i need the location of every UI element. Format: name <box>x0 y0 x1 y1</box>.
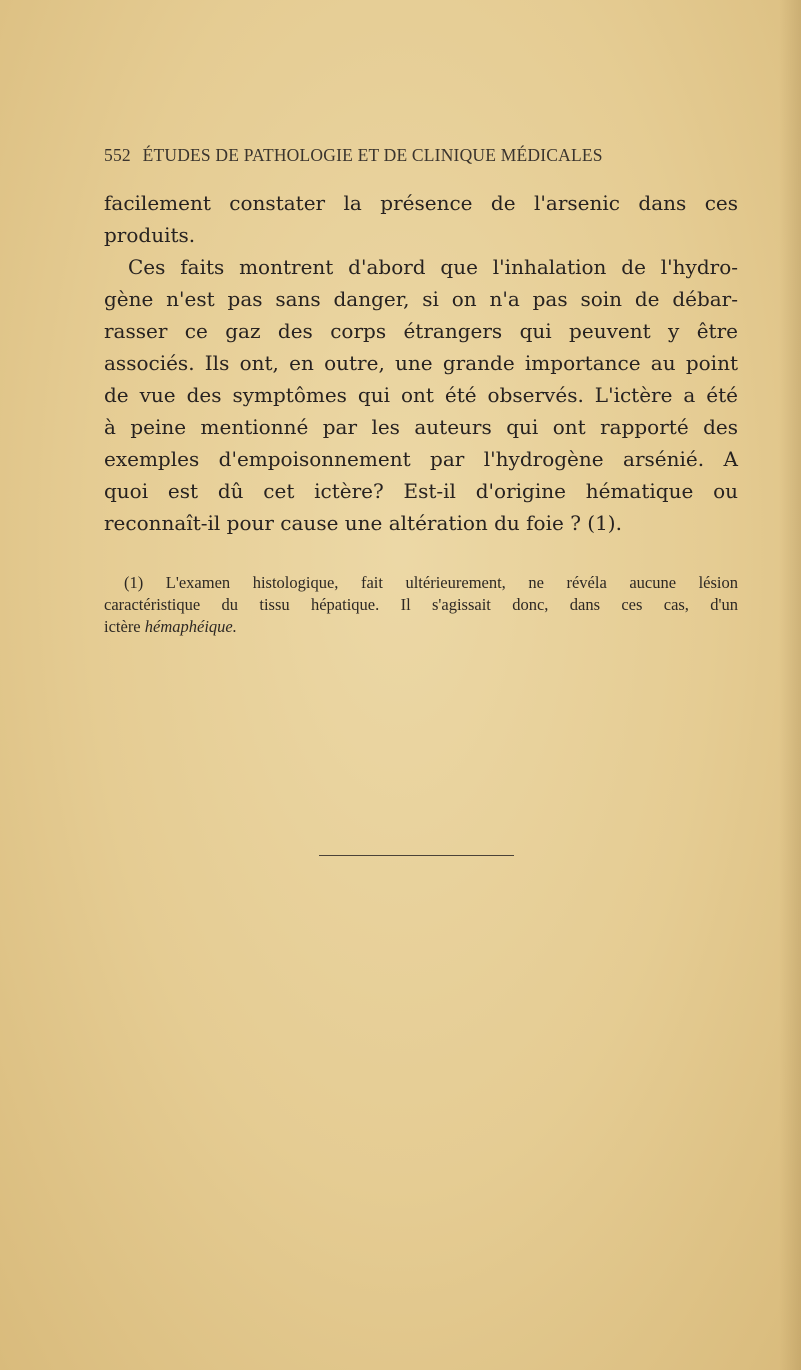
body-text-line: reconnaît-il pour cause une altération du foie ? (1). <box>104 511 622 535</box>
body-text-line: facilement constater la présence de l'arsenic dans ces <box>104 191 738 215</box>
body-text-line: à peine mentionné par les auteurs qui ont rapporté des <box>104 415 738 439</box>
body-text-line: exemples d'empoisonnement par l'hydrogène arsénié. A <box>104 447 738 471</box>
body-text-line: Ces faits montrent d'abord que l'inhalation de l'hydro- <box>128 255 738 279</box>
footnote-line: (1) L'examen histologique, fait ultérieurement, ne révéla aucune lésion <box>124 573 738 592</box>
end-rule <box>319 855 514 856</box>
footnote-line: caractéristique du tissu hépatique. Il s'agissait donc, dans ces cas, d'un <box>104 595 738 614</box>
body-text-line: gène n'est pas sans danger, si on n'a pas soin de débar- <box>104 287 738 311</box>
running-head <box>104 145 704 169</box>
footnote-italic-term: hémaphéique. <box>144 617 237 636</box>
body-text-line: produits. <box>104 223 196 247</box>
page-edge-shadow <box>779 0 801 1370</box>
body-text-line: quoi est dû cet ictère? Est-il d'origine hématique ou <box>104 479 738 503</box>
page-number: 552 <box>104 145 131 165</box>
footnote-text: ictère <box>104 617 145 636</box>
body-text-line: associés. Ils ont, en outre, une grande importance au point <box>104 351 738 375</box>
footnote-line <box>104 616 738 638</box>
running-head-title: ÉTUDES DE PATHOLOGIE ET DE CLINIQUE MÉDICALES <box>142 145 603 165</box>
body-text-line: de vue des symptômes qui ont été observés. L'ictère a été <box>104 383 738 407</box>
body-text-line: rasser ce gaz des corps étrangers qui peuvent y être <box>104 319 738 343</box>
